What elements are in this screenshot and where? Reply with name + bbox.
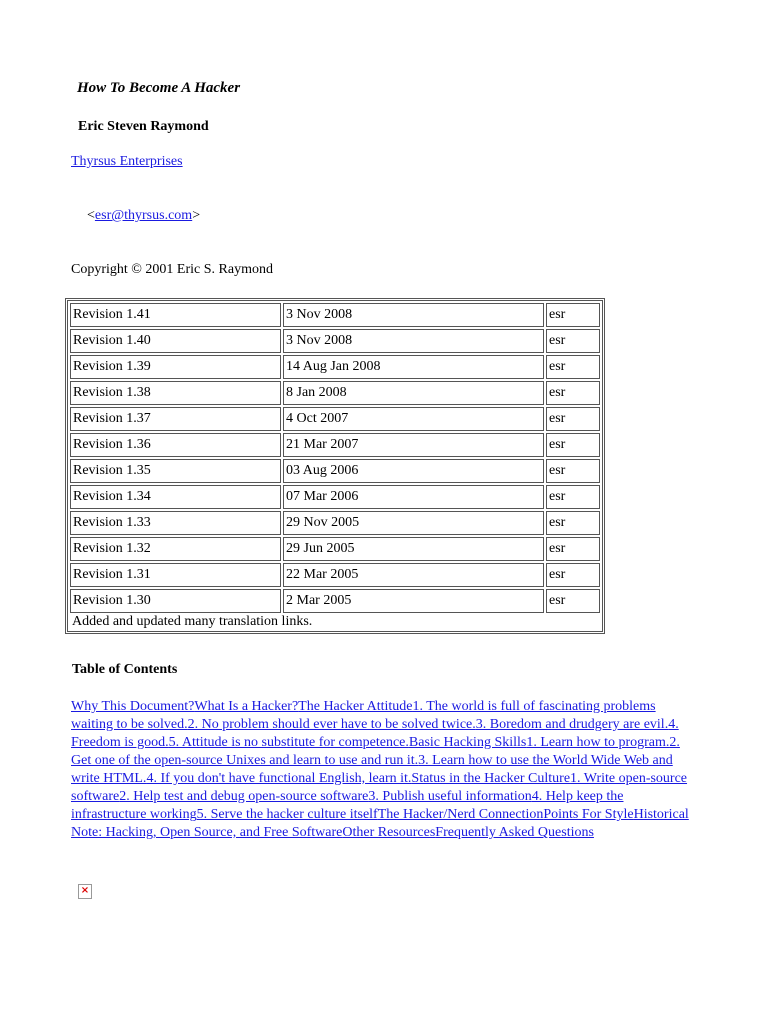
email-prefix: <: [87, 208, 95, 223]
revision-author: esr: [546, 433, 600, 457]
revision-author: esr: [546, 485, 600, 509]
copyright-notice: Copyright © 2001 Eric S. Raymond: [71, 262, 273, 277]
revision-date: 4 Oct 2007: [283, 407, 544, 431]
document-title: How To Become A Hacker: [77, 80, 241, 96]
revision-author: esr: [546, 589, 600, 613]
toc-title: Table of Contents: [72, 662, 178, 677]
revision-number: Revision 1.30: [70, 589, 281, 613]
revision-number: Revision 1.40: [70, 329, 281, 353]
toc-link[interactable]: Why This Document?: [71, 699, 195, 714]
table-row: [70, 329, 600, 353]
table-row: [70, 355, 600, 379]
table-row: [70, 303, 600, 327]
author-name: Eric Steven Raymond: [78, 119, 209, 134]
revision-author: esr: [546, 329, 600, 353]
table-row: [70, 589, 600, 613]
revision-number: Revision 1.38: [70, 381, 281, 405]
revision-author: esr: [546, 459, 600, 483]
toc-link[interactable]: Basic Hacking Skills: [408, 735, 527, 750]
revision-date: 22 Mar 2005: [283, 563, 544, 587]
revision-date: 21 Mar 2007: [283, 433, 544, 457]
revision-author: esr: [546, 303, 600, 327]
revision-number: Revision 1.41: [70, 303, 281, 327]
revision-date: 29 Jun 2005: [283, 537, 544, 561]
broken-image-icon: ×: [78, 884, 92, 899]
toc-link[interactable]: What Is a Hacker?: [194, 699, 299, 714]
table-row: [70, 407, 600, 431]
toc-link[interactable]: 1. Learn how to program.: [526, 735, 670, 750]
revision-date: 2 Mar 2005: [283, 589, 544, 613]
revision-author: esr: [546, 355, 600, 379]
table-row: [70, 485, 600, 509]
revision-date: 8 Jan 2008: [283, 381, 544, 405]
revision-history-body: [70, 303, 600, 629]
revision-number: Revision 1.31: [70, 563, 281, 587]
toc-link[interactable]: Historical Note: Hacking, Open Source, and Free Software: [71, 807, 689, 840]
revision-number: Revision 1.34: [70, 485, 281, 509]
toc-link[interactable]: 5. Serve the hacker culture itself: [196, 807, 378, 822]
revision-history-table: [65, 298, 605, 634]
revision-author: esr: [546, 563, 600, 587]
toc-link[interactable]: 2. Get one of the open-source Unixes and learn to use and run it.: [71, 735, 680, 768]
revision-number: Revision 1.37: [70, 407, 281, 431]
revision-date: 03 Aug 2006: [283, 459, 544, 483]
toc-link[interactable]: 3. Learn how to use the World Wide Web and write HTML.: [71, 753, 673, 786]
toc-link[interactable]: 4. If you don't have functional English, learn it.: [146, 771, 412, 786]
revision-number: Revision 1.35: [70, 459, 281, 483]
revision-date: 3 Nov 2008: [283, 303, 544, 327]
revision-author: esr: [546, 407, 600, 431]
toc-link[interactable]: 4. Freedom is good.: [71, 717, 679, 750]
email-line: [87, 208, 200, 224]
toc-link[interactable]: Status in the Hacker Culture: [411, 771, 571, 786]
toc-link[interactable]: 3. Boredom and drudgery are evil.: [475, 717, 669, 732]
revision-date: 29 Nov 2005: [283, 511, 544, 535]
toc-link[interactable]: 1. The world is full of fascinating problems waiting to be solved.: [71, 699, 656, 732]
toc-link[interactable]: 2. Help test and debug open-source software: [119, 789, 369, 804]
revision-date: 14 Aug Jan 2008: [283, 355, 544, 379]
toc-link[interactable]: Points For Style: [543, 807, 634, 822]
toc-link[interactable]: Other Resources: [342, 825, 436, 840]
revision-number: Revision 1.33: [70, 511, 281, 535]
revision-number: Revision 1.32: [70, 537, 281, 561]
toc-link[interactable]: 1. Write open-source software: [71, 771, 688, 804]
toc-link[interactable]: The Hacker Attitude: [298, 699, 413, 714]
table-row: [70, 381, 600, 405]
revision-number: Revision 1.39: [70, 355, 281, 379]
email-link[interactable]: esr@thyrsus.com: [94, 208, 193, 223]
revision-date: 07 Mar 2006: [283, 485, 544, 509]
revision-date: 3 Nov 2008: [283, 329, 544, 353]
toc-link[interactable]: 2. No problem should ever have to be solved twice.: [187, 717, 476, 732]
organization-link[interactable]: Thyrsus Enterprises: [71, 154, 183, 169]
table-row: [70, 537, 600, 561]
revision-note-row: [70, 615, 600, 629]
revision-author: esr: [546, 381, 600, 405]
email-suffix: >: [192, 208, 201, 223]
table-row: [70, 511, 600, 535]
revision-author: esr: [546, 537, 600, 561]
toc-links: [71, 698, 701, 842]
organization-link-wrapper: [71, 154, 183, 170]
toc-link[interactable]: The Hacker/Nerd Connection: [377, 807, 544, 822]
revision-number: Revision 1.36: [70, 433, 281, 457]
table-row: [70, 433, 600, 457]
table-row: [70, 459, 600, 483]
toc-link[interactable]: 5. Attitude is no substitute for competence.: [168, 735, 409, 750]
toc-link[interactable]: 4. Help keep the infrastructure working: [71, 789, 624, 822]
revision-note: Added and updated many translation links.: [72, 614, 313, 629]
revision-author: esr: [546, 511, 600, 535]
toc-link[interactable]: 3. Publish useful information: [368, 789, 532, 804]
toc-link[interactable]: Frequently Asked Questions: [435, 825, 594, 840]
table-row: [70, 563, 600, 587]
